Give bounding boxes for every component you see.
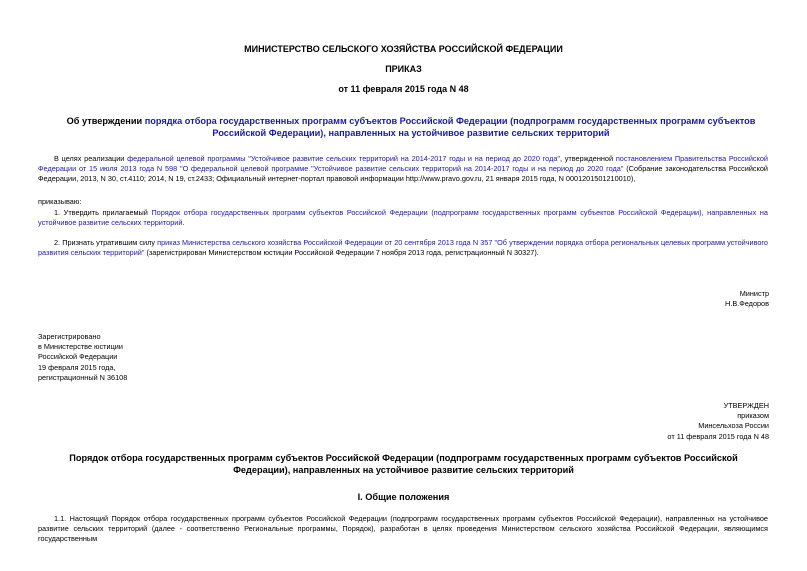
procedure-link[interactable]: Порядок отбора государственных программ субъектов Российской Федерации (подпрограмм государственных программ субъектов Российской Федерации), направленных на устойчивое развитие сельских территорий — [38, 208, 768, 228]
ministry-heading: МИНИСТЕРСТВО СЕЛЬСКОГО ХОЗЯЙСТВА РОССИЙСКОЙ ФЕДЕРАЦИИ — [244, 44, 563, 54]
registration-block — [38, 332, 127, 383]
registration-line-4: 19 февраля 2015 года, — [38, 362, 116, 372]
approved-line-3: Минсельхоза России — [698, 421, 769, 431]
section-1-title: I. Общие положения — [357, 492, 450, 502]
program-link[interactable]: федеральной целевой программы "Устойчивое развитие сельских территорий на 2014-2017 годы и на период до 2020 года" — [127, 154, 560, 163]
item-2-paragraph — [38, 238, 768, 258]
registration-line-5: регистрационный N 36108 — [38, 372, 128, 382]
order-title-link[interactable]: порядка отбора государственных программ субъектов Российской Федерации (подпрограмм государственных программ субъектов Российской Федерации), направленных на устойчивое развитие сельских территорий — [144, 116, 756, 138]
doc-date-heading: от 11 февраля 2015 года N 48 — [338, 84, 469, 94]
government-decree-link[interactable]: постановлением Правительства Российской Федерации от 15 июля 2013 года N 598 "О федеральной целевой программе "Устойчивое развитие сельских территорий на 2014-2017 годы и на период до 2020 года" — [38, 154, 768, 174]
registration-line-2: в Министерстве юстиции — [38, 342, 123, 352]
preamble-text-2: , утвержденной — [559, 154, 616, 163]
doc-type-heading: ПРИКАЗ — [385, 64, 422, 74]
preamble-text-3: (Собрание законодательства Российской Федерации, 2013, N 30, ст.4110; 2014, N 19, ст.2433; Официальный интернет-портал правовой информации http://www.pravo.gov.ru, 21 января 2015 года, N 0001201501210010), — [38, 164, 768, 184]
item-1-text: 1. Утвердить прилагаемый — [54, 208, 152, 217]
registration-line-1: Зарегистрировано — [38, 332, 101, 341]
approved-line-1: УТВЕРЖДЕН — [723, 401, 769, 410]
repealed-order-link[interactable]: приказ Министерства сельского хозяйства Российской Федерации от 20 сентября 2013 года N 357 "Об утверждении порядка отбора региональных целевых программ устойчивого развития сельских территорий" — [38, 238, 768, 258]
item-2-end: (зарегистрирован Министерством юстиции Российской Федерации 7 ноября 2013 года, регистрационный N 30327). — [144, 248, 539, 258]
order-title-prefix: Об утверждении — [66, 116, 145, 126]
order-word: приказываю: — [38, 197, 82, 206]
preamble-text-1: В целях реализации — [54, 154, 128, 163]
paragraph-1-1: 1.1. Настоящий Порядок отбора государственных программ субъектов Российской Федерации (подпрограмм государственных программ субъектов Российской Федерации), направленных на устойчивое развитие сельских территорий (далее - соответственно Региональные программы, Порядок), разработан в целях проведения Министерством сельского хозяйства Российской Федерации, являющимся государственным — [38, 514, 768, 544]
item-1-end: . — [182, 218, 185, 228]
signature-block — [725, 289, 769, 309]
item-1-paragraph — [38, 208, 768, 228]
order-title — [52, 115, 770, 139]
registration-line-3: Российской Федерации — [38, 352, 118, 362]
signature-name: Н.В.Федоров — [725, 299, 769, 309]
approved-line-2: приказом — [737, 411, 769, 421]
item-2-text: 2. Признать утратившим силу — [54, 238, 158, 247]
approved-line-4: от 11 февраля 2015 года N 48 — [667, 431, 769, 441]
procedure-title: Порядок отбора государственных программ субъектов Российской Федерации (подпрограмм государственных программ субъектов Российской Федерации), направленных на устойчивое развитие сельских территорий — [69, 453, 738, 475]
preamble-paragraph — [38, 154, 768, 185]
signature-position: Министр — [739, 289, 769, 298]
approved-block — [667, 401, 769, 442]
